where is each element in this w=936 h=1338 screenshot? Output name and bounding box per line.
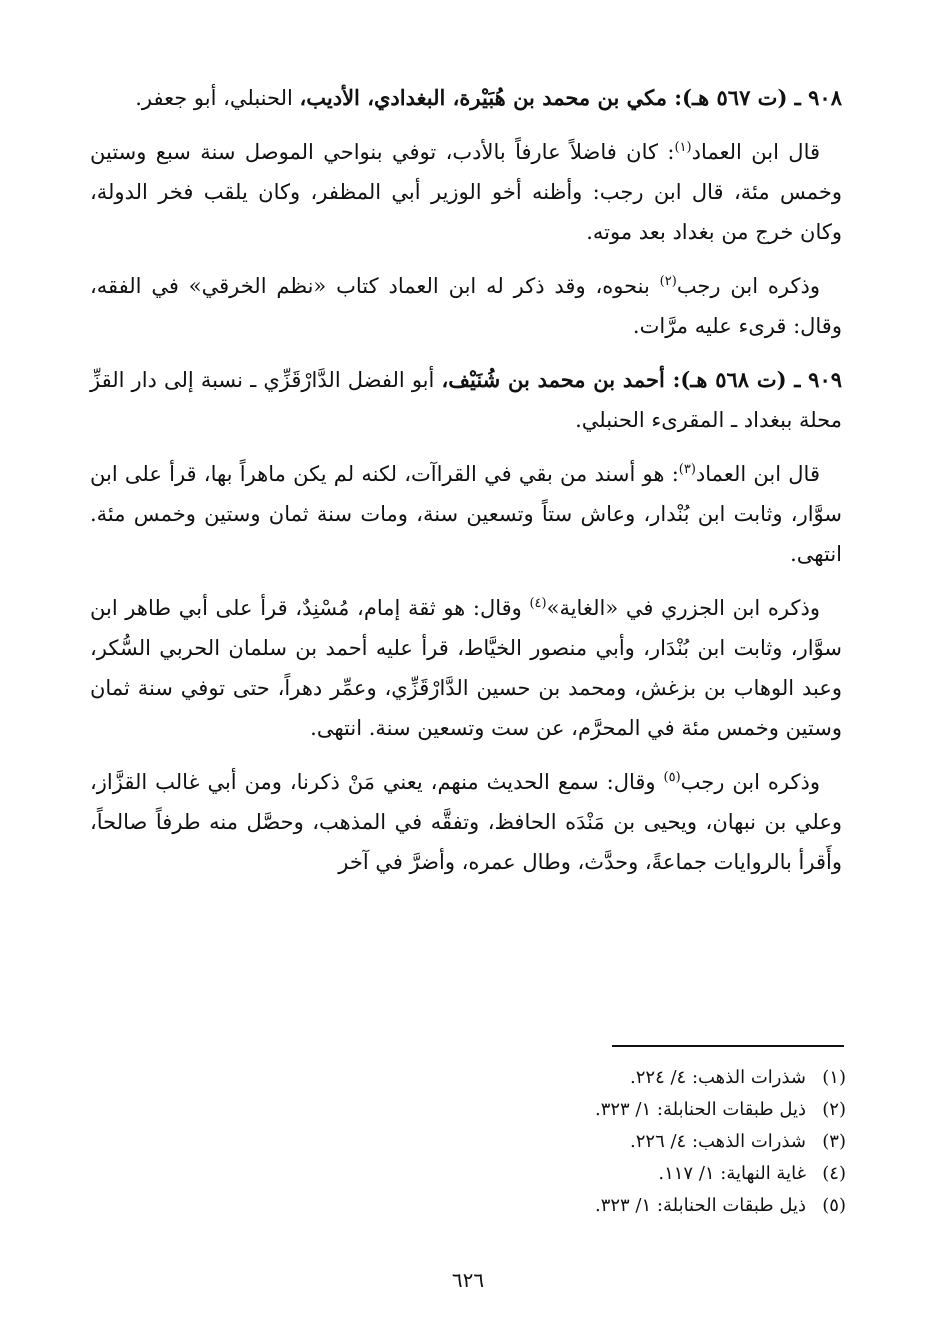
footnote-ref-5[interactable]: (٥) — [663, 770, 681, 785]
footnote-4 — [94, 1158, 846, 1190]
footnote-ref-1[interactable]: (١) — [674, 140, 692, 155]
entry-909-title: ٩٠٩ ـ (ت ٥٦٨ هـ): أحمد بن محمد بن شُنَيْف، — [441, 367, 843, 392]
footnote-ref-4[interactable]: (٤) — [529, 596, 547, 611]
footnote-number: (٢) — [822, 1099, 846, 1120]
entry-908-title: ٩٠٨ ـ (ت ٥٦٧ هـ): مكي بن محمد بن هُبَيْرة، البغدادي، الأديب، — [299, 85, 842, 110]
entry-908-para-2: وذكره ابن رجب$^{(٢)}$ بنحوه، وقد ذكر له ابن العماد كتاب «نظم الخرقي» في الفقه، وقال: قرىء عليه مرَّات. — [90, 274, 842, 338]
page-body — [90, 78, 842, 896]
entry-909-title-rest: أبو الفضل الدَّارْقَزِّي ـ نسبة إلى دار القزِّ محلة ببغداد ـ المقرىء الحنبلي. — [90, 368, 842, 432]
footnote-number: (٥) — [822, 1195, 846, 1216]
footnote-text: شذرات الذهب: ٤/ ٢٢٦. — [630, 1131, 806, 1152]
footnote-text: شذرات الذهب: ٤/ ٢٢٤. — [630, 1067, 806, 1088]
footnote-number: (١) — [822, 1067, 846, 1088]
footnote-number: (٣) — [822, 1131, 846, 1152]
footnote-5 — [94, 1190, 846, 1222]
footnote-text: ذيل طبقات الحنابلة: ١/ ٣٢٣. — [594, 1099, 806, 1120]
entry-909-header — [90, 360, 842, 440]
entry-908-header — [90, 78, 842, 118]
footnote-ref-3[interactable]: (٣) — [678, 462, 696, 477]
footnote-number: (٤) — [822, 1163, 846, 1184]
footnote-text: غاية النهاية: ١/ ١١٧. — [658, 1163, 806, 1184]
footnote-3 — [94, 1126, 846, 1158]
footnotes — [94, 1062, 846, 1222]
footnote-1 — [94, 1062, 846, 1094]
entry-908-title-rest: الحنبلي، أبو جعفر. — [135, 86, 300, 110]
footnote-text: ذيل طبقات الحنابلة: ١/ ٣٢٣. — [594, 1195, 806, 1216]
footnote-separator — [612, 1045, 844, 1047]
entry-908-para-1: قال ابن العماد$^{(١)}$: كان فاضلاً عارفاً بالأدب، توفي بنواحي الموصل سنة سبع وستين وخمس مئة، قال ابن رجب: وأظنه أخو الوزير أبي المظفر، وكان يلقب فخر الدولة، وكان خرج من بغداد بعد موته. — [90, 140, 842, 244]
footnote-2 — [94, 1094, 846, 1126]
footnote-ref-2[interactable]: (٢) — [659, 274, 677, 289]
entry-909-para-3: وذكره ابن رجب$^{(٥)}$ وقال: سمع الحديث منهم، يعني مَنْ ذكرنا، ومن أبي غالب القزَّاز، وعلي بن نبهان، ويحيى بن مَنْدَه الحافظ، وتفقَّه في المذهب، وحصَّل منه طرفاً صالحاً، وأَقرأ بالروايات جماعةً، وحدَّث، وطال عمره، وأضرَّ في آخر — [90, 770, 842, 874]
entry-909-para-2: وذكره ابن الجزري في «الغاية»$^{(٤)}$ وقال: هو ثقة إمام، مُسْنِدٌ، قرأ على أبي طاهر ابن سوَّار، وثابت ابن بُنْدَار، وأبي منصور الخيَّاط، قرأ عليه أحمد بن سلمان الحربي السُّكر، وعبد الوهاب بن بزغش، ومحمد بن حسين الدَّارْقَزِّي، وعمِّر دهراً، حتى توفي سنة ثمان وستين وخمس مئة في المحرَّم، عن ست وتسعين سنة. انتهى. — [90, 596, 842, 740]
entry-909-para-1: قال ابن العماد$^{(٣)}$: هو أسند من بقي في القراآت، لكنه لم يكن ماهراً بها، قرأ على ابن سوَّار، وثابت ابن بُنْدار، وعاش ستاً وتسعين سنة، ومات سنة ثمان وستين وخمس مئة. انتهى. — [90, 462, 842, 566]
page-number: ٦٢٦ — [451, 1268, 485, 1292]
